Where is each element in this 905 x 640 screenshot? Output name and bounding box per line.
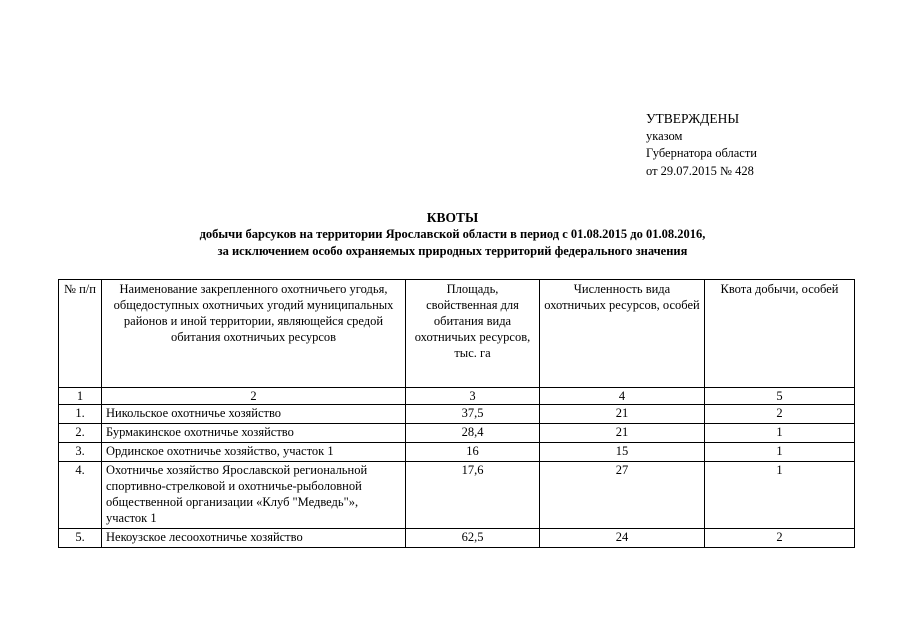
column-number: 3 — [406, 388, 540, 405]
row-quota: 2 — [705, 405, 855, 424]
row-quota: 1 — [705, 443, 855, 462]
row-num: 4. — [59, 462, 102, 529]
row-num: 1. — [59, 405, 102, 424]
header-name: Наименование закрепленного охотничьего угодья, общедоступных охотничьих угодий муниципальных районов и иной территории, являющейся средой обитания охотничьих ресурсов — [102, 280, 406, 388]
approval-governor: Губернатора области — [646, 146, 757, 160]
title-subtitle: добычи барсуков на территории Ярославской области в период с 01.08.2015 до 01.08.2016, — [199, 227, 706, 241]
quota-table — [58, 279, 855, 548]
row-name: Охотничье хозяйство Ярославской региональной спортивно-стрелковой и охотничье-рыболовной общественной организации «Клуб "Медведь"», участок 1 — [102, 462, 406, 529]
header-area: Площадь, свойственная для обитания вида охотничьих ресурсов, тыс. га — [406, 280, 540, 388]
table-row — [59, 443, 855, 462]
column-number: 4 — [540, 388, 705, 405]
row-name: Бурмакинское охотничье хозяйство — [102, 424, 406, 443]
title-exclusion: за исключением особо охраняемых природных территорий федерального значения — [217, 244, 688, 258]
row-name: Никольское охотничье хозяйство — [102, 405, 406, 424]
header-num: № п/п — [59, 280, 102, 388]
row-num: 2. — [59, 424, 102, 443]
row-count: 27 — [540, 462, 705, 529]
row-count: 21 — [540, 405, 705, 424]
header-count: Численность вида охотничьих ресурсов, особей — [540, 280, 705, 388]
column-number: 5 — [705, 388, 855, 405]
row-area: 17,6 — [406, 462, 540, 529]
row-area: 37,5 — [406, 405, 540, 424]
table-row — [59, 405, 855, 424]
header-quota: Квота добычи, особей — [705, 280, 855, 388]
document-title — [0, 209, 905, 260]
row-area: 16 — [406, 443, 540, 462]
column-number: 2 — [102, 388, 406, 405]
row-count: 24 — [540, 529, 705, 548]
table-row — [59, 424, 855, 443]
row-name: Ординское охотничье хозяйство, участок 1 — [102, 443, 406, 462]
row-num: 3. — [59, 443, 102, 462]
row-quota: 1 — [705, 424, 855, 443]
row-num: 5. — [59, 529, 102, 548]
approval-date: от 29.07.2015 № 428 — [646, 163, 754, 178]
table-row — [59, 529, 855, 548]
row-count: 21 — [540, 424, 705, 443]
approval-by-decree: указом — [646, 128, 683, 143]
row-count: 15 — [540, 443, 705, 462]
row-quota: 1 — [705, 462, 855, 529]
approval-heading: УТВЕРЖДЕНЫ — [646, 111, 740, 126]
row-area: 28,4 — [406, 424, 540, 443]
column-number: 1 — [59, 388, 102, 405]
row-name: Некоузское лесоохотничье хозяйство — [102, 529, 406, 548]
title-heading: КВОТЫ — [426, 210, 479, 225]
row-quota: 2 — [705, 529, 855, 548]
row-area: 62,5 — [406, 529, 540, 548]
table-header-row — [59, 280, 855, 388]
table-row — [59, 462, 855, 529]
column-number-row — [59, 388, 855, 405]
approval-block — [646, 110, 757, 180]
